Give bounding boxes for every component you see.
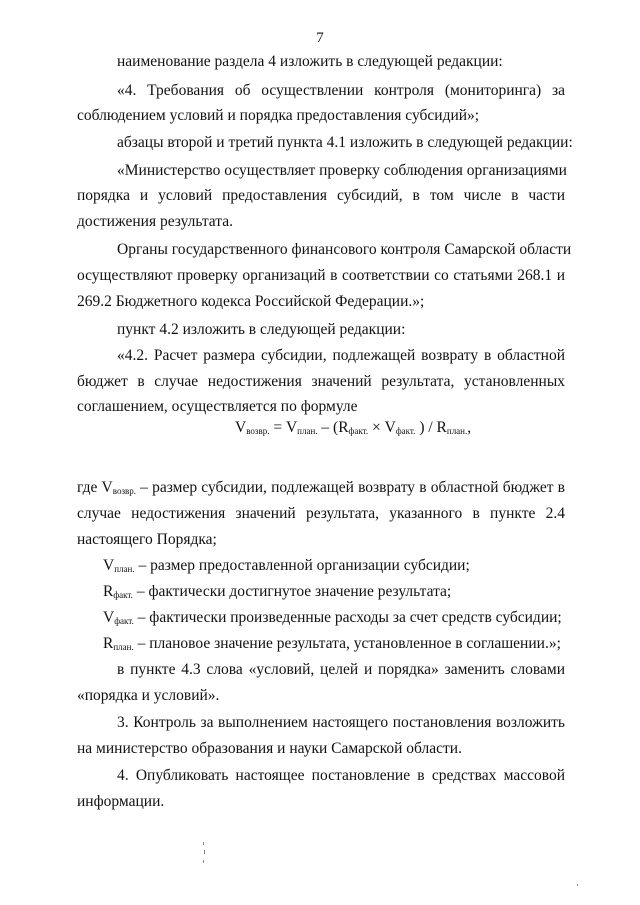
paragraph-line: соглашением, осуществляется по формуле [77,398,358,415]
paragraph-line: случае недостижения значений результата, указанного в пункте 2.4 [77,505,565,522]
page-number: 7 [316,30,324,46]
definition-line: $V_{факт.}$ – фактически произведенные расходы за счет средств субсидии; [103,609,562,626]
definition-line: $R_{факт.}$ – фактически достигнутое значение результата; [103,583,452,600]
paragraph-line: на министерство образования и науки Самарской области. [77,740,462,757]
paragraph-line: «4.2. Расчет размера субсидии, подлежащей возврату в областной [117,347,565,364]
paragraph-line: «4. Требования об осуществлении контроля (мониторинга) за [117,82,565,99]
paragraph-line: 4. Опубликовать настоящее постановление в средствах массовой [117,767,565,784]
paragraph-line: «порядка и условий». [77,687,220,704]
paragraph-line: бюджет в случае недостижения значений результата, установленных [77,373,565,390]
paragraph-line: осуществляют проверку организаций в соответствии со статьями 268.1 и [77,267,565,284]
paragraph-line: «Министерство осуществляет проверку соблюдения организациями [117,162,567,179]
paragraph-line: где $V_{возвр.}$ – размер субсидии, подлежащей возврату в областной бюджет в [77,479,565,496]
paragraph-line: 3. Контроль за выполнением настоящего постановления возложить [117,714,565,731]
scan-speck [204,850,205,854]
paragraph-line: 269.2 Бюджетного кодекса Российской Федерации.»; [77,293,425,310]
paragraph-line: абзацы второй и третий пункта 4.1 изложить в следующей редакции: [117,134,573,151]
paragraph-line: информации. [77,793,165,810]
scan-speck [203,860,204,863]
paragraph-line: пункт 4.2 изложить в следующей редакции: [117,321,406,338]
paragraph-line: настоящего Порядка; [77,531,217,548]
paragraph-line: в пункте 4.3 слова «условий, целей и порядка» заменить словами [117,661,565,678]
definition-line: $R_{план.}$ – плановое значение результата, установленное в соглашении.»; [103,635,561,652]
paragraph-line: соблюдением условий и порядка предоставления субсидий»; [77,107,480,124]
paragraph-line: наименование раздела 4 изложить в следующей редакции: [117,53,503,70]
formula-expression: $V_{возвр.} = V_{план.} - (R_{факт.} \times V_{факт.}$ ) / $R_{план.}$, [235,419,472,436]
paragraph-line: порядка и условий предоставления субсидий, в том числе в части [77,187,565,204]
paragraph-line: Органы государственного финансового контроля Самарской области [117,241,572,258]
scan-speck [203,842,204,845]
definition-line: $V_{план.}$ – размер предоставленной организации субсидии; [103,557,470,574]
scan-speck [577,884,578,886]
paragraph-line: достижения результата. [77,213,234,230]
